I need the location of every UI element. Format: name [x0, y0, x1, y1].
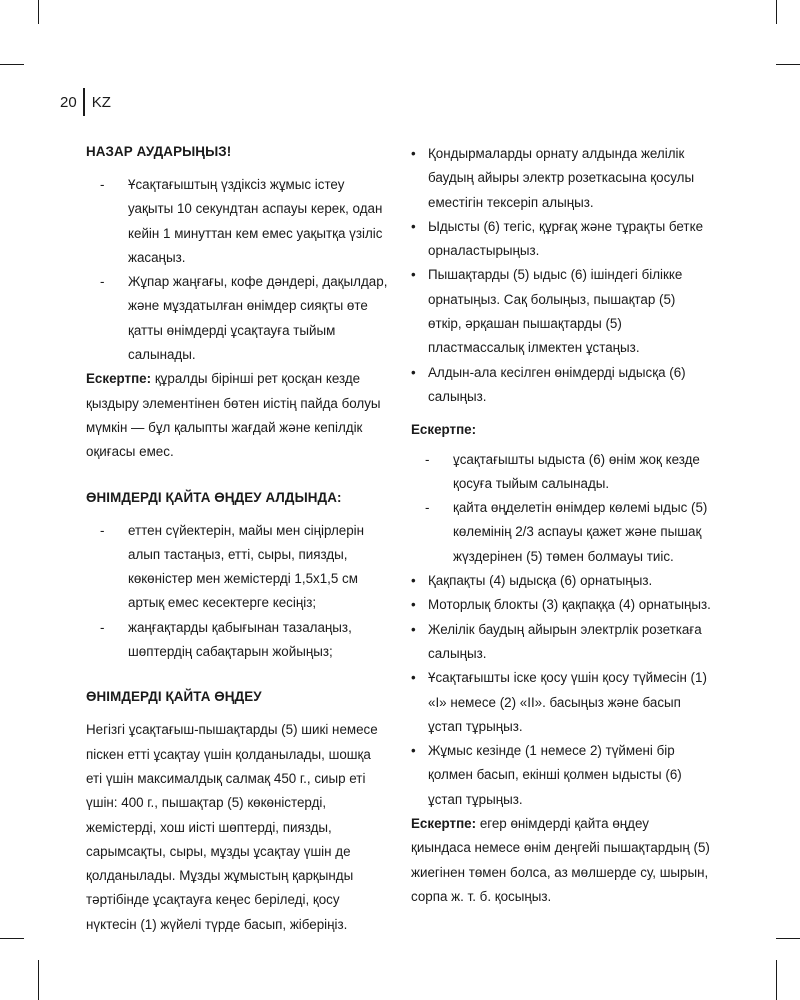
crop-mark: [0, 938, 24, 939]
crop-mark: [38, 960, 39, 1000]
page-number: 20: [60, 93, 77, 111]
crop-mark: [776, 64, 800, 65]
list-item: • Жұмыс кезінде (1 немесе 2) түймені бір қолмен басып, екінші қолмен ыдысты (6) ұстап тұрыңыз.: [411, 739, 711, 812]
crop-mark: [776, 938, 800, 939]
note-label: Ескертпе:: [411, 816, 477, 832]
note-heading: [411, 418, 711, 442]
list-item: - еттен сүйектерін, майы мен сіңірлерін алып тастаңыз, етті, сыры, пиязды, көкөністер мен жемістерді 1,5х1,5 см артық емес кесектерге кесіңіз;: [100, 519, 390, 616]
crop-mark: [38, 0, 39, 24]
processing-heading: ӨНІМДЕРДІ ҚАЙТА ӨҢДЕУ: [86, 689, 262, 705]
note-paragraph: [411, 812, 711, 909]
crop-mark: [0, 64, 24, 65]
warning-list: [86, 173, 390, 367]
note-paragraph: [86, 367, 390, 464]
note-list: [411, 448, 711, 569]
list-item: • Алдын-ала кесілген өнімдерді ыдысқа (6) салыңыз.: [411, 361, 711, 410]
list-item: - ұсақтағышты ыдыста (6) өнім жоқ кезде қосуға тыйым салынады.: [425, 448, 711, 497]
before-processing-heading: ӨНІМДЕРДІ ҚАЙТА ӨҢДЕУ АЛДЫНДА:: [86, 489, 342, 505]
right-column: [411, 142, 711, 909]
note-label: Ескертпе:: [411, 422, 477, 438]
page-header: [60, 88, 111, 116]
list-item: • Пышақтарды (5) ыдыс (6) ішіндегі білікке орнатыңыз. Сақ болыңыз, пышақтар (5) өткір, әрқашан пышақтарды (5) пластмассалық ілмектен ұстаңыз.: [411, 263, 711, 360]
note-text: егер өнімдерді қайта өңдеу қиындаса немесе өнім деңгейі пышақтардың (5) жиегінен төмен болса, аз мөлшерде су, шырын, сорпа ж. т. б. қосыңыз.: [411, 816, 710, 904]
crop-mark: [776, 960, 777, 1000]
assembly-list: [411, 569, 711, 812]
before-processing-list: [86, 519, 390, 665]
list-item: • Қақпақты (4) ыдысқа (6) орнатыңыз.: [411, 569, 711, 593]
warning-heading: НАЗАР АУДАРЫҢЫЗ!: [86, 144, 232, 159]
note-label: Ескертпе:: [86, 371, 152, 387]
left-column: [86, 142, 390, 937]
crop-mark: [776, 0, 777, 24]
list-item: - жаңғақтарды қабығынан тазалаңыз, шөптердің сабақтарын жойыңыз;: [100, 616, 390, 665]
header-divider: [83, 88, 85, 116]
list-item: - Ұсақтағыштың үздіксіз жұмыс істеу уақыты 10 секундтан аспауы керек, одан кейін 1 минуттан кем емес уақытқа үзіліс жасаңыз.: [100, 173, 390, 270]
list-item: - қайта өңделетін өнімдер көлемі ыдыс (5) көлемінің 2/3 аспауы қажет және пышақ жүздерінен (5) төмен болмауы тиіс.: [425, 496, 711, 569]
list-item: • Ұсақтағышты іске қосу үшін қосу түймесін (1) «I» немесе (2) «II». басыңыз және басып ұстап тұрыңыз.: [411, 666, 711, 739]
processing-paragraph: Негізгі ұсақтағыш-пышақтарды (5) шикі немесе піскен етті ұсақтау үшін қолданылады, шошқа еті үшін максималдық салмақ 450 г., сиыр еті үшін: 400 г., пышақтар (5) көкөністерді, жемістерді, хош иісті шөптерді, пиязды, сарымсақты, сыры, мұзды ұсақтау үшін де қолданылады. Мұзды жұмыстың қарқынды тәртібінде ұсақтауға кеңес беріледі, қосу нүктесін (1) жүйелі түрде басып, жіберіңіз.: [86, 722, 378, 932]
language-code: KZ: [91, 93, 111, 111]
list-item: • Желілік баудың айырын электрлік розеткаға салыңыз.: [411, 618, 711, 667]
list-item: - Жұпар жаңғағы, кофе дәндері, дақылдар, және мұздатылған өнімдер сияқты өте қатты өнімдерді ұсақтауға тыйым салынады.: [100, 270, 390, 367]
list-item: • Ыдысты (6) тегіс, құрғақ және тұрақты бетке орналастырыңыз.: [411, 215, 711, 264]
list-item: • Қондырмаларды орнату алдында желілік баудың айыры электр розеткасына қосулы еместігін тексеріп алыңыз.: [411, 142, 711, 215]
setup-list: [411, 142, 711, 409]
list-item: • Моторлық блокты (3) қақпаққа (4) орнатыңыз.: [411, 593, 711, 617]
note-text: құралды бірінші рет қосқан кезде қыздыру элементінен бөтен иістің пайда болуы мүмкін — бұл қалыпты жағдай және кепілдік оқиғасы емес.: [86, 371, 381, 460]
